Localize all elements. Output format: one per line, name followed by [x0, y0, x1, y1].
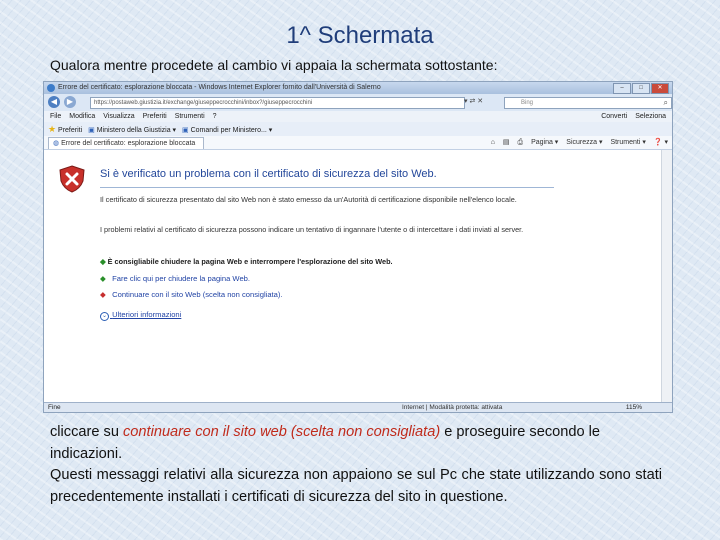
ie-logo-icon	[47, 84, 55, 92]
search-placeholder: Bing	[521, 100, 534, 106]
menu-file[interactable]: File	[50, 113, 62, 120]
body-highlight: continuare con il sito web (scelta non consigliata)	[123, 424, 441, 440]
continue-site-label: Continuare con il sito Web (scelta non consigliata).	[112, 290, 283, 299]
cmd-strumenti[interactable]: Strumenti ▾	[610, 139, 646, 146]
cmd-pagina[interactable]: Pagina ▾	[531, 139, 559, 146]
menu-bar	[44, 111, 672, 122]
close-page-link[interactable]	[100, 274, 250, 283]
cert-para-2: I problemi relativi al certificato di sicurezza possono indicare un tentativo di ingannare l'utente o di intercettare i dati inviati al server.	[100, 225, 524, 234]
close-button[interactable]: ✕	[651, 83, 669, 94]
tab-certificate-error[interactable]	[48, 137, 204, 149]
minimize-button[interactable]: –	[613, 83, 631, 94]
check-shield-icon: ◆	[100, 257, 106, 266]
status-text: Fine	[48, 404, 61, 411]
browser-titlebar	[44, 82, 672, 94]
window-controls	[613, 83, 669, 94]
search-input[interactable]	[504, 97, 672, 109]
green-shield-icon: ◆	[100, 274, 106, 283]
cmd-sicurezza[interactable]: Sicurezza ▾	[566, 139, 603, 146]
vertical-scrollbar[interactable]	[661, 150, 672, 404]
home-icon[interactable]: ⌂	[490, 139, 495, 146]
recommendation-text: È consigliabile chiudere la pagina Web e interrompere l'esplorazione del sito Web.	[107, 257, 393, 266]
menu-preferiti[interactable]: Preferiti	[142, 113, 167, 120]
favorites-label: Preferiti	[58, 127, 83, 134]
page-content	[44, 150, 662, 404]
browser-screenshot	[43, 81, 673, 413]
cert-error-heading: Si è verificato un problema con il certificato di sicurezza del sito Web.	[100, 168, 437, 180]
more-info-link[interactable]	[100, 310, 181, 321]
back-button[interactable]: ◀	[48, 96, 60, 108]
print-icon[interactable]: ⎙	[517, 139, 524, 146]
more-info-label: Ulteriori informazioni	[112, 310, 182, 319]
tab-icon: ◍	[53, 140, 60, 147]
expand-icon: ⌄	[101, 313, 108, 319]
window-title: Errore del certificato: esplorazione bloccata - Windows Internet Explorer fornito dall'Università di Salerno	[58, 84, 381, 91]
red-shield-icon: ◆	[100, 290, 106, 299]
status-bar	[44, 402, 672, 412]
body-paragraph-2: Questi messaggi relativi alla sicurezza non appaiono se sul Pc che state utilizzando sono stati precedentemente installati i certificati di sicurezza del sito in questione.	[50, 467, 662, 505]
tab-row	[44, 136, 672, 150]
star-icon: ★	[48, 124, 57, 134]
select-button[interactable]: Seleziona	[635, 113, 666, 120]
close-page-label: Fare clic qui per chiudere la pagina Web.	[112, 274, 251, 283]
menu-visualizza[interactable]: Visualizza	[103, 113, 135, 120]
slide-title: 1^ Schermata	[286, 22, 434, 49]
address-buttons[interactable]: ▾ ⇄ ✕	[464, 98, 484, 105]
body-after: e proseguire secondo le indicazioni.	[50, 424, 601, 462]
command-bar	[485, 138, 668, 147]
search-icon[interactable]: ⌕	[663, 98, 668, 107]
cert-para-1: Il certificato di sicurezza presentato dal sito Web non è stato emesso da un'Autorità di certificazione disponibile nell'elenco locale.	[100, 195, 517, 204]
address-bar[interactable]: https://postaweb.giustizia.it/exchange/giuseppecrocchini/inbox?/giuseppecrocchini	[90, 97, 465, 109]
forward-button[interactable]: ▶	[64, 96, 76, 108]
top-right-tools	[595, 111, 666, 122]
page-icon: ▣	[88, 127, 95, 134]
shield-error-icon	[58, 165, 86, 193]
body-text	[50, 422, 662, 508]
address-row	[44, 94, 672, 111]
cmd-help[interactable]: ❓ ▾	[653, 139, 668, 146]
fav-item-label: Comandi per Ministero... ▾	[190, 127, 273, 134]
page-icon: ▣	[182, 127, 189, 134]
fav-item-label: Ministero della Giustizia ▾	[96, 127, 177, 134]
menu-strumenti[interactable]: Strumenti	[174, 113, 205, 120]
convert-button[interactable]: Converti	[601, 113, 628, 120]
cert-recommendation	[100, 257, 570, 267]
menu-modifica[interactable]: Modifica	[69, 113, 96, 120]
maximize-button[interactable]: □	[632, 83, 650, 94]
status-zone: Internet | Modalità protetta: attivata	[402, 404, 503, 411]
tab-label: Errore del certificato: esplorazione bloccata	[61, 140, 196, 147]
continue-site-link[interactable]	[100, 290, 283, 299]
favorites-bar	[44, 122, 672, 137]
feeds-icon[interactable]: ▤	[502, 139, 510, 146]
body-before: cliccare su	[50, 424, 123, 440]
zoom-level[interactable]: 115%	[625, 404, 642, 411]
menu-help[interactable]: ?	[212, 113, 217, 120]
divider	[100, 187, 554, 188]
intro-text: Qualora mentre procedete al cambio vi appaia la schermata sottostante:	[50, 57, 498, 73]
